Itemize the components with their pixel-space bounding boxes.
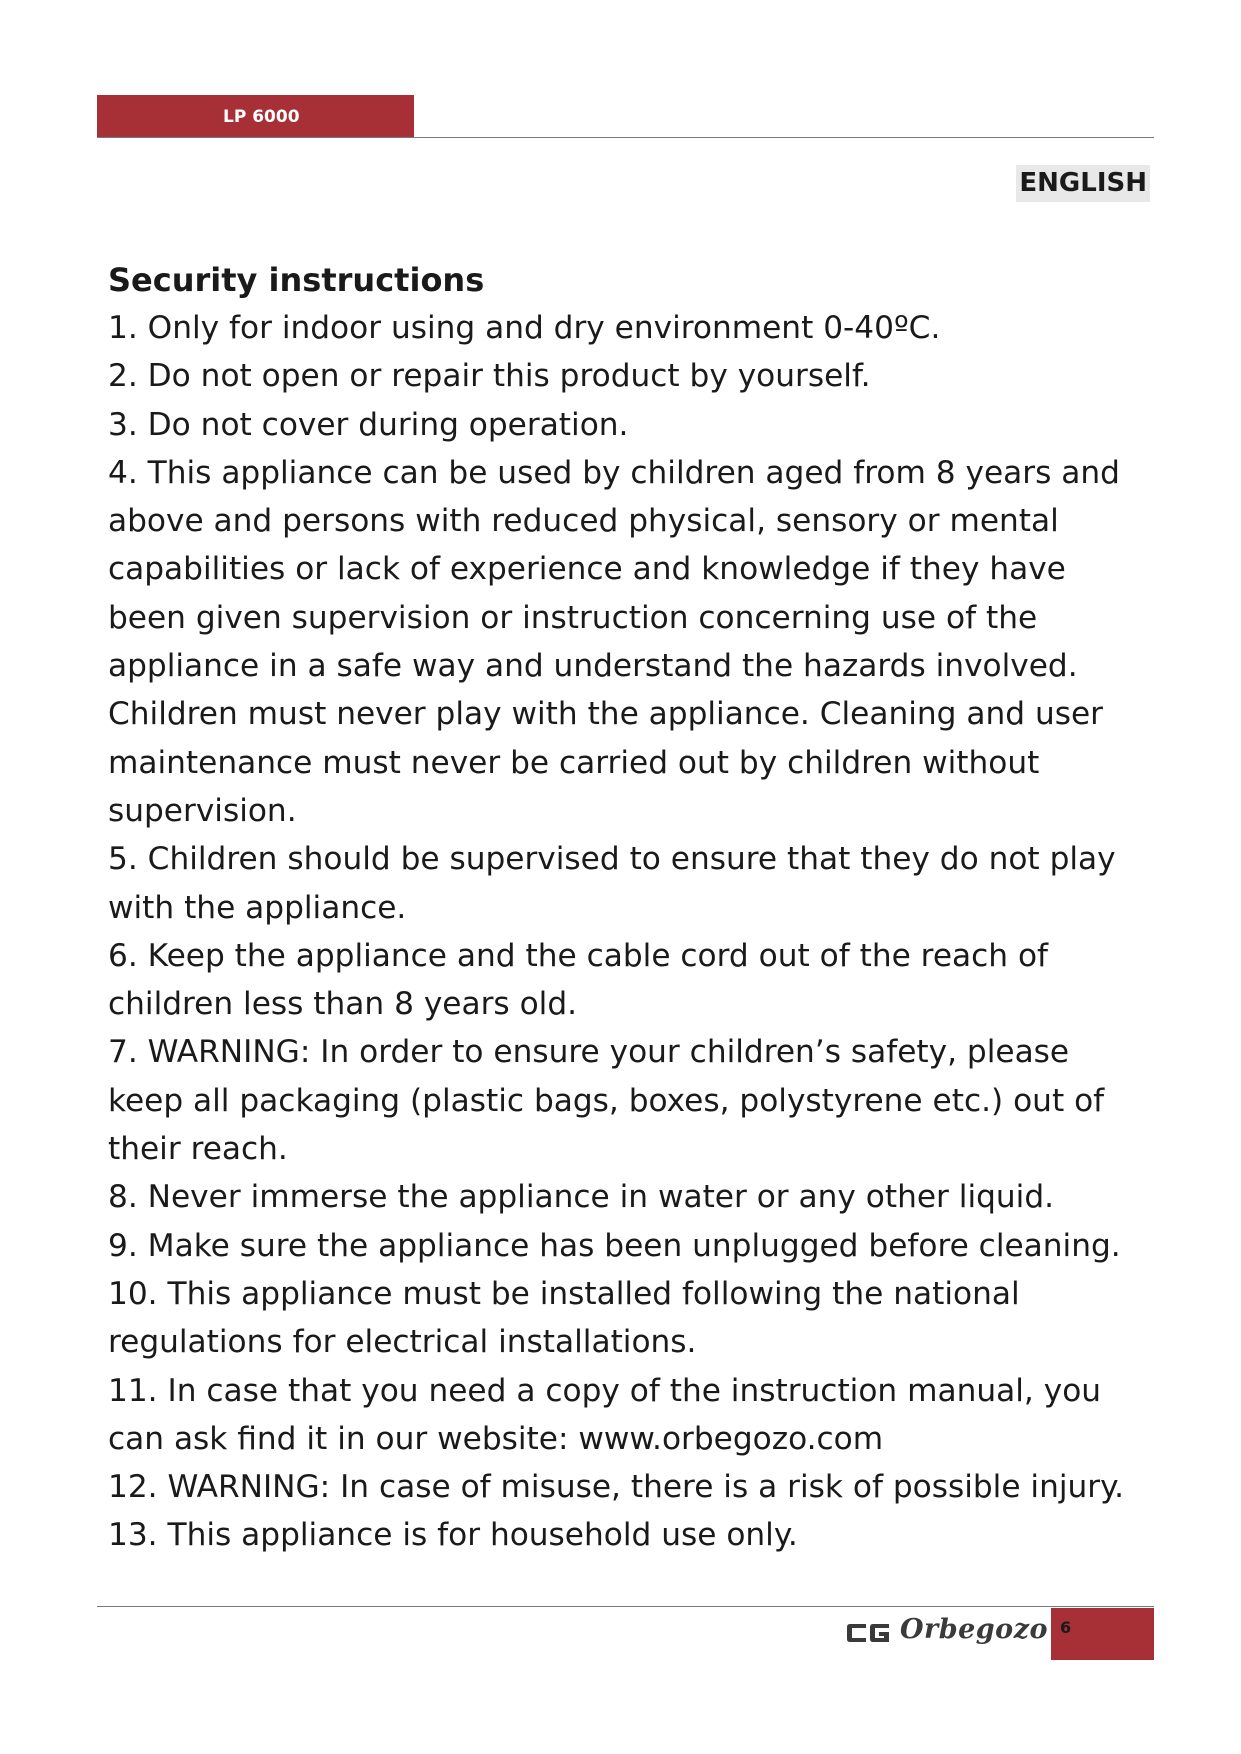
model-label: LP 6000 — [223, 107, 300, 127]
language-badge: ENGLISH — [1016, 165, 1150, 202]
header-divider — [97, 137, 1154, 138]
footer-divider — [97, 1606, 1154, 1607]
instruction-item: 1. Only for indoor using and dry environment 0-40ºC. — [108, 310, 941, 346]
instruction-item: 9. Make sure the appliance has been unplugged before cleaning. — [108, 1227, 1121, 1264]
section-title: Security instructions — [108, 261, 485, 299]
security-section — [108, 256, 1148, 1560]
instruction-item: 12. WARNING: In case of misuse, there is a risk of possible injury. — [108, 1469, 1125, 1506]
instruction-item: 8. Never immerse the appliance in water or any other liquid. — [108, 1179, 1055, 1216]
instruction-list — [108, 304, 1148, 1560]
instruction-item: 6. Keep the appliance and the cable cord out of the reach of children less than 8 years old. — [108, 937, 1049, 1023]
instruction-item: 5. Children should be supervised to ensure that they do not play with the appliance. — [108, 841, 1116, 926]
instruction-item: 4. This appliance can be used by children aged from 8 years and above and persons with reduced physical, sensory or mental capabilities or lack of experience and knowledge if they have been given supervision or instruction concerning use of the appliance in a safe way and understand the hazards involved. Children must never play with the appliance. Cleaning and user maintenance must never be carried out by children without supervision. — [108, 454, 1120, 829]
instruction-item: 2. Do not open or repair this product by yourself. — [108, 358, 871, 395]
page-number: 6 — [1060, 1618, 1072, 1637]
header-model-tab — [97, 95, 414, 137]
brand-logo: Orbegozo — [900, 1614, 1049, 1645]
instruction-item: 10. This appliance must be installed following the national regulations for electrical installations. — [108, 1275, 1020, 1361]
page-number-box — [1051, 1608, 1154, 1660]
instruction-item: 11. In case that you need a copy of the instruction manual, you can ask find it in our website: www.orbegozo.com — [108, 1372, 1102, 1457]
instruction-item: 13. This appliance is for household use only. — [108, 1517, 798, 1554]
brand-logo-icon — [846, 1621, 890, 1645]
instruction-item: 3. Do not cover during operation. — [108, 406, 629, 443]
instruction-item: 7. WARNING: In order to ensure your children’s safety, please keep all packaging (plastic bags, boxes, polystyrene etc.) out of their reach. — [108, 1034, 1105, 1168]
